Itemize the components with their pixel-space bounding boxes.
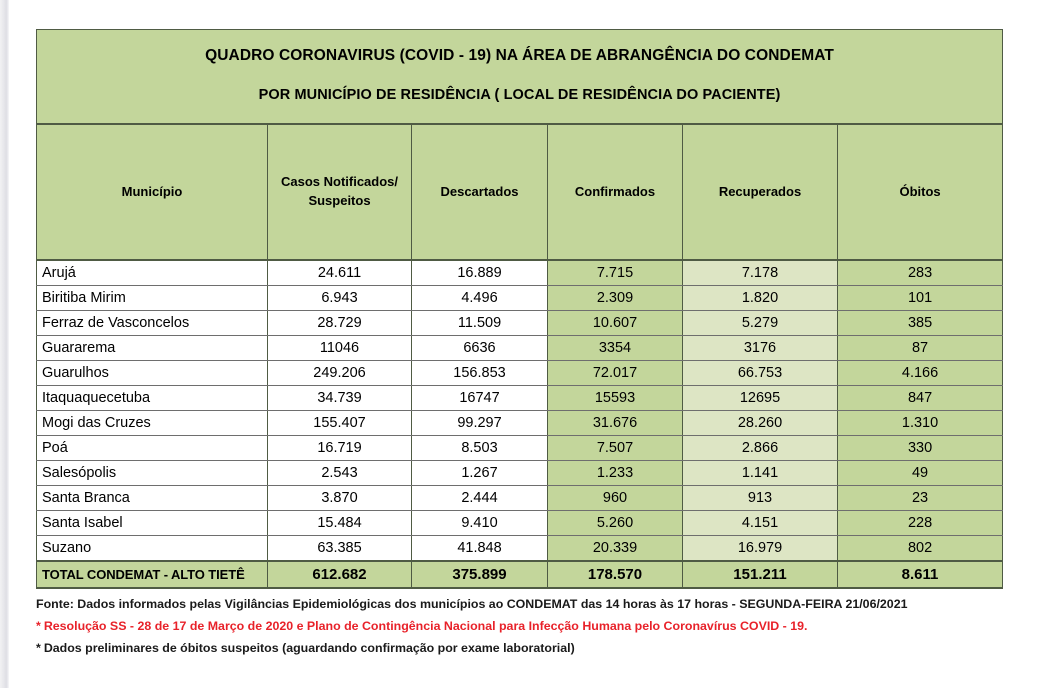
total-cell-descartados: 375.899 [412,561,548,588]
cell-obitos: 283 [838,260,1003,286]
cell-obitos: 802 [838,536,1003,562]
cell-obitos: 87 [838,336,1003,361]
title-cell [37,30,1003,125]
cell-notificados: 15.484 [268,511,412,536]
cell-municipio: Ferraz de Vasconcelos [37,311,268,336]
cell-municipio: Guararema [37,336,268,361]
cell-obitos: 4.166 [838,361,1003,386]
cell-descartados: 11.509 [412,311,548,336]
cell-confirmados: 2.309 [548,286,683,311]
cell-recuperados: 1.141 [683,461,838,486]
cell-recuperados: 4.151 [683,511,838,536]
cell-confirmados: 960 [548,486,683,511]
cell-descartados: 41.848 [412,536,548,562]
cell-obitos: 49 [838,461,1003,486]
footnotes [36,598,1036,664]
cell-recuperados: 28.260 [683,411,838,436]
table-row [37,461,1003,486]
cell-municipio: Santa Isabel [37,511,268,536]
cell-obitos: 847 [838,386,1003,411]
total-cell-confirmados: 178.570 [548,561,683,588]
table-row [37,361,1003,386]
table-row [37,436,1003,461]
asterisk-icon: * [36,619,41,634]
total-cell-obitos: 8.611 [838,561,1003,588]
column-header-obitos: Óbitos [838,124,1003,260]
cell-notificados: 34.739 [268,386,412,411]
cell-notificados: 11046 [268,336,412,361]
cell-municipio: Poá [37,436,268,461]
cell-municipio: Arujá [37,260,268,286]
cell-descartados: 156.853 [412,361,548,386]
cell-obitos: 101 [838,286,1003,311]
cell-recuperados: 7.178 [683,260,838,286]
column-header-row [37,124,1003,260]
cell-obitos: 330 [838,436,1003,461]
cell-notificados: 63.385 [268,536,412,562]
cell-recuperados: 1.820 [683,286,838,311]
cell-confirmados: 31.676 [548,411,683,436]
cell-confirmados: 7.715 [548,260,683,286]
cell-obitos: 385 [838,311,1003,336]
cell-recuperados: 5.279 [683,311,838,336]
cell-notificados: 155.407 [268,411,412,436]
cell-descartados: 99.297 [412,411,548,436]
cell-obitos: 23 [838,486,1003,511]
cell-municipio: Mogi das Cruzes [37,411,268,436]
cell-notificados: 249.206 [268,361,412,386]
table-row [37,311,1003,336]
cell-recuperados: 913 [683,486,838,511]
footnote-text: Fonte: Dados informados pelas Vigilâncias Epidemiológicas dos municípios ao CONDEMAT das 14 horas às 17 horas - SEGUNDA-FEIRA 21/06/2021 [36,597,908,611]
footnote [36,598,1036,611]
cell-municipio: Santa Branca [37,486,268,511]
cell-obitos: 228 [838,511,1003,536]
cell-descartados: 4.496 [412,286,548,311]
table-body [37,30,1003,589]
total-cell-notificados: 612.682 [268,561,412,588]
table-row [37,486,1003,511]
cell-notificados: 28.729 [268,311,412,336]
title-row [37,30,1003,125]
footnote [36,642,1036,655]
cell-municipio: Salesópolis [37,461,268,486]
footnote-text: Resolução SS - 28 de 17 de Março de 2020 e Plano de Contingência Nacional para Infecção Humana pelo Coronavírus COVID - 19. [43,619,808,634]
table-row [37,511,1003,536]
cell-municipio: Itaquaquecetuba [37,386,268,411]
cell-notificados: 3.870 [268,486,412,511]
window-edge-gutter [0,0,9,688]
cell-descartados: 8.503 [412,436,548,461]
table-row [37,336,1003,361]
cell-notificados: 2.543 [268,461,412,486]
table-row [37,286,1003,311]
table-row [37,260,1003,286]
cell-descartados: 6636 [412,336,548,361]
cell-notificados: 16.719 [268,436,412,461]
cell-municipio: Biritiba Mirim [37,286,268,311]
column-header-recuperados: Recuperados [683,124,838,260]
cell-confirmados: 7.507 [548,436,683,461]
column-header-notificados: Casos Notificados/ Suspeitos [268,124,412,260]
cell-municipio: Suzano [37,536,268,562]
column-header-descartados: Descartados [412,124,548,260]
cell-confirmados: 20.339 [548,536,683,562]
covid-statistics-table [36,29,1003,589]
cell-confirmados: 10.607 [548,311,683,336]
table-total-row [37,561,1003,588]
total-cell-recuperados: 151.211 [683,561,838,588]
total-cell-municipio: TOTAL CONDEMAT - ALTO TIETÊ [37,561,268,588]
cell-confirmados: 72.017 [548,361,683,386]
report-title-line2: POR MUNICÍPIO DE RESIDÊNCIA ( LOCAL DE RESIDÊNCIA DO PACIENTE) [258,87,781,103]
cell-obitos: 1.310 [838,411,1003,436]
cell-descartados: 1.267 [412,461,548,486]
table-row [37,536,1003,562]
cell-recuperados: 16.979 [683,536,838,562]
cell-confirmados: 3354 [548,336,683,361]
cell-confirmados: 15593 [548,386,683,411]
cell-descartados: 16.889 [412,260,548,286]
cell-confirmados: 1.233 [548,461,683,486]
cell-descartados: 9.410 [412,511,548,536]
column-header-confirmados: Confirmados [548,124,683,260]
report-title-line1: QUADRO CORONAVIRUS (COVID - 19) NA ÁREA DE ABRANGÊNCIA DO CONDEMAT [205,47,834,64]
cell-descartados: 2.444 [412,486,548,511]
cell-descartados: 16747 [412,386,548,411]
footnote [36,620,1036,633]
footnote-text: Dados preliminares de óbitos suspeitos (aguardando confirmação por exame laboratorial) [43,641,575,656]
cell-notificados: 6.943 [268,286,412,311]
asterisk-icon: * [36,641,41,656]
cell-recuperados: 66.753 [683,361,838,386]
table-row [37,411,1003,436]
cell-recuperados: 3176 [683,336,838,361]
cell-notificados: 24.611 [268,260,412,286]
cell-confirmados: 5.260 [548,511,683,536]
cell-municipio: Guarulhos [37,361,268,386]
covid-report-sheet [36,29,1002,589]
cell-recuperados: 2.866 [683,436,838,461]
table-row [37,386,1003,411]
column-header-municipio: Município [37,124,268,260]
cell-recuperados: 12695 [683,386,838,411]
